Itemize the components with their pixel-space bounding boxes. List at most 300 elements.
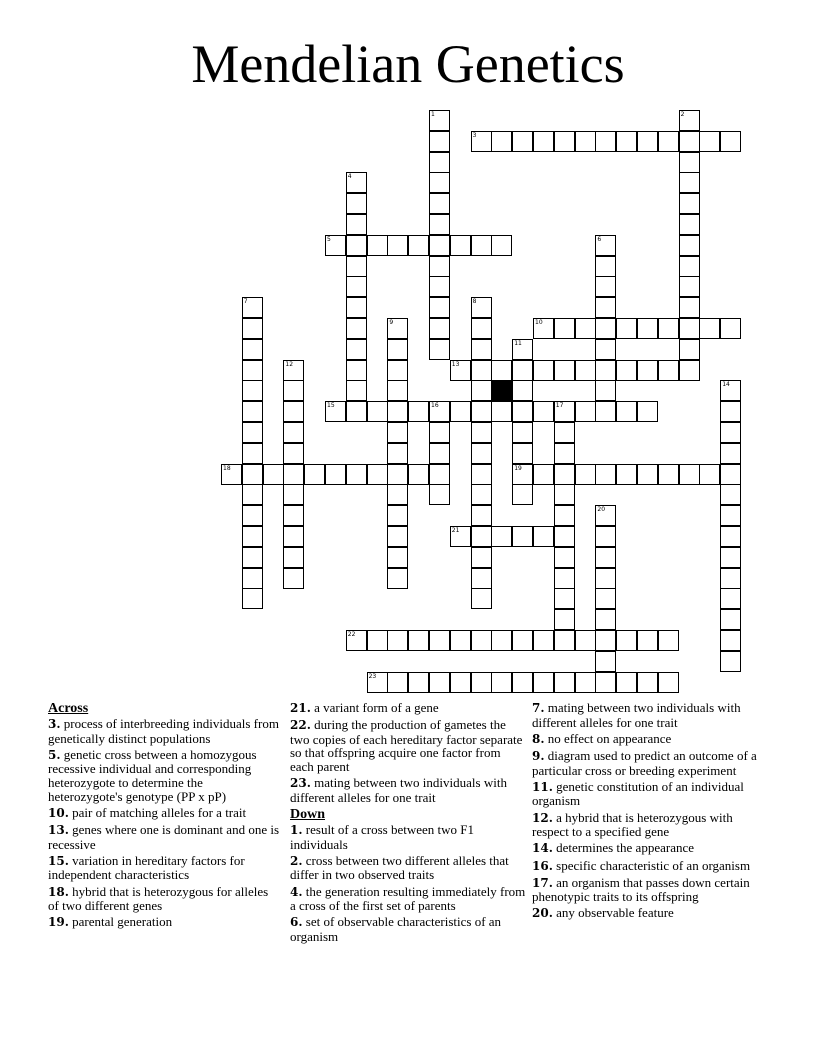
clue-text: hybrid that is heterozygous for alleles of two different genes [48, 883, 269, 914]
across-clue [48, 885, 280, 913]
grid-cell[interactable] [533, 360, 554, 381]
clue-text: genes where one is dominant and one is recessive [48, 821, 280, 852]
grid-cell[interactable] [720, 443, 741, 464]
grid-cell[interactable] [471, 380, 492, 401]
clue-text: an organism that passes down certain phenotypic traits to its offspring [532, 874, 750, 905]
grid-cell[interactable] [387, 484, 408, 505]
grid-cell[interactable] [387, 401, 408, 422]
grid-cell[interactable] [283, 526, 304, 547]
grid-cell[interactable] [242, 339, 263, 360]
grid-cell[interactable] [512, 401, 533, 422]
grid-cell[interactable] [263, 464, 284, 485]
grid-cell[interactable] [595, 651, 616, 672]
grid-cell[interactable] [242, 422, 263, 443]
grid-cell[interactable] [533, 131, 554, 152]
clue-number: 9. [532, 748, 545, 763]
grid-cell[interactable] [387, 339, 408, 360]
grid-cell[interactable] [720, 401, 741, 422]
grid-cell[interactable] [575, 318, 596, 339]
grid-cell[interactable] [242, 505, 263, 526]
grid-cell[interactable] [346, 172, 367, 193]
grid-cell[interactable] [242, 568, 263, 589]
grid-cell[interactable] [554, 422, 575, 443]
grid-cell[interactable] [658, 131, 679, 152]
grid-cell[interactable] [242, 297, 263, 318]
grid-cell[interactable] [699, 464, 720, 485]
across-clue [290, 718, 526, 773]
clue-number: 19. [48, 915, 69, 930]
grid-cell[interactable] [471, 318, 492, 339]
grid-cell[interactable] [595, 609, 616, 630]
grid-cell[interactable] [720, 380, 741, 401]
grid-cell[interactable] [471, 630, 492, 651]
grid-cell[interactable] [595, 360, 616, 381]
grid-cell[interactable] [554, 131, 575, 152]
clue-number: 7 [243, 298, 248, 306]
grid-cell[interactable] [679, 297, 700, 318]
grid-cell[interactable] [679, 152, 700, 173]
grid-cell[interactable] [429, 214, 450, 235]
clue-text: parental generation [68, 914, 173, 930]
grid-cell[interactable] [429, 318, 450, 339]
grid-cell[interactable] [325, 401, 346, 422]
grid-cell[interactable] [429, 297, 450, 318]
grid-cell[interactable] [679, 110, 700, 131]
clue-number: 18 [223, 464, 231, 472]
grid-cell[interactable] [595, 526, 616, 547]
grid-cell[interactable] [346, 630, 367, 651]
down-clue [532, 811, 768, 839]
grid-cell[interactable] [679, 360, 700, 381]
grid-cell[interactable] [346, 256, 367, 277]
grid-cell[interactable] [242, 588, 263, 609]
grid-cell[interactable] [450, 235, 471, 256]
grid-cell[interactable] [679, 193, 700, 214]
clue-number: 23. [290, 776, 311, 791]
grid-cell[interactable] [533, 464, 554, 485]
clue-number: 11 [514, 339, 522, 347]
grid-cell[interactable] [471, 235, 492, 256]
grid-cell[interactable] [471, 505, 492, 526]
clue-text: diagram used to predict an outcome of a particular cross or breeding experiment [532, 747, 757, 778]
clue-number: 14 [722, 381, 730, 389]
grid-cell[interactable] [408, 464, 429, 485]
clue-number: 15 [327, 402, 335, 410]
grid-cell[interactable] [450, 360, 471, 381]
grid-cell[interactable] [720, 505, 741, 526]
grid-cell[interactable] [491, 672, 512, 693]
grid-cell[interactable] [658, 464, 679, 485]
grid-cell[interactable] [554, 401, 575, 422]
grid-cell[interactable] [429, 484, 450, 505]
grid-cell[interactable] [554, 464, 575, 485]
grid-cell[interactable] [346, 464, 367, 485]
grid-cell[interactable] [679, 339, 700, 360]
down-clue [532, 732, 768, 747]
grid-cell[interactable] [720, 547, 741, 568]
grid-cell[interactable] [595, 630, 616, 651]
grid-cell[interactable] [429, 276, 450, 297]
grid-cell[interactable] [720, 318, 741, 339]
across-clue [48, 915, 280, 930]
grid-cell[interactable] [283, 568, 304, 589]
clue-text: during the production of gametes the two copies of each hereditary factor separate so that offspring acquire one factor from each parent [290, 717, 523, 774]
grid-cell[interactable] [242, 443, 263, 464]
grid-cell[interactable] [429, 339, 450, 360]
grid-cell[interactable] [242, 360, 263, 381]
clue-text: variation in hereditary factors for independent characteristics [48, 852, 245, 883]
clue-text: any observable feature [552, 905, 674, 921]
clues-column-2 [290, 701, 526, 946]
clue-number: 8. [532, 731, 545, 746]
grid-cell[interactable] [346, 380, 367, 401]
grid-cell[interactable] [491, 401, 512, 422]
grid-cell[interactable] [658, 672, 679, 693]
grid-cell[interactable] [387, 318, 408, 339]
down-clue [290, 854, 526, 882]
clue-text: the generation resulting immediately from a cross of the first set of parents [290, 883, 526, 914]
grid-cell[interactable] [283, 380, 304, 401]
clue-number: 5. [48, 747, 61, 762]
grid-cell[interactable] [450, 672, 471, 693]
grid-cell[interactable] [679, 318, 700, 339]
grid-cell[interactable] [679, 276, 700, 297]
grid-cell[interactable] [595, 235, 616, 256]
grid-cell[interactable] [533, 672, 554, 693]
grid-cell[interactable] [367, 235, 388, 256]
down-heading: Down [290, 806, 326, 822]
clue-number: 18. [48, 884, 69, 899]
grid-cell[interactable] [491, 630, 512, 651]
grid-cell[interactable] [325, 464, 346, 485]
grid-cell[interactable] [595, 547, 616, 568]
grid-cell[interactable] [304, 464, 325, 485]
grid-cell[interactable] [450, 526, 471, 547]
grid-cell[interactable] [242, 526, 263, 547]
grid-cell[interactable] [595, 588, 616, 609]
grid-cell[interactable] [595, 505, 616, 526]
grid-cell[interactable] [512, 380, 533, 401]
clue-number: 8 [472, 298, 477, 306]
grid-cell[interactable] [346, 401, 367, 422]
grid-cell[interactable] [471, 672, 492, 693]
clue-text: result of a cross between two F1 individuals [290, 821, 475, 852]
clue-number: 4 [347, 173, 352, 181]
grid-cell[interactable] [471, 297, 492, 318]
grid-cell[interactable] [637, 131, 658, 152]
grid-cell[interactable] [471, 588, 492, 609]
grid-cell[interactable] [491, 360, 512, 381]
grid-cell[interactable] [283, 443, 304, 464]
grid-cell[interactable] [387, 464, 408, 485]
grid-cell[interactable] [595, 276, 616, 297]
grid-cell[interactable] [512, 526, 533, 547]
down-clue [532, 780, 768, 808]
grid-cell[interactable] [512, 672, 533, 693]
grid-cell[interactable] [637, 464, 658, 485]
grid-cell[interactable] [387, 672, 408, 693]
grid-cell[interactable] [387, 443, 408, 464]
grid-cell[interactable] [387, 547, 408, 568]
grid-cell[interactable] [616, 131, 637, 152]
grid-cell[interactable] [491, 235, 512, 256]
grid-cell[interactable] [575, 630, 596, 651]
grid-cell[interactable] [283, 484, 304, 505]
grid-cell[interactable] [720, 131, 741, 152]
clue-number: 13. [48, 822, 69, 837]
grid-cell[interactable] [595, 568, 616, 589]
grid-cell[interactable] [637, 318, 658, 339]
grid-cell[interactable] [429, 422, 450, 443]
grid-cell[interactable] [283, 547, 304, 568]
grid-cell[interactable] [429, 401, 450, 422]
grid-cell[interactable] [616, 360, 637, 381]
grid-cell[interactable] [616, 401, 637, 422]
clue-number: 22 [347, 631, 356, 638]
grid-cell[interactable] [346, 214, 367, 235]
grid-cell[interactable] [242, 484, 263, 505]
grid-cell[interactable] [554, 568, 575, 589]
grid-cell[interactable] [533, 401, 554, 422]
grid-cell[interactable] [471, 339, 492, 360]
grid-cell[interactable] [283, 422, 304, 443]
clue-number: 10 [535, 319, 543, 326]
grid-cell[interactable] [429, 131, 450, 152]
grid-cell[interactable] [283, 464, 304, 485]
grid-cell[interactable] [221, 464, 242, 485]
grid-cell[interactable] [554, 672, 575, 693]
grid-cell[interactable] [575, 464, 596, 485]
grid-cell[interactable] [658, 318, 679, 339]
grid-cell[interactable] [679, 256, 700, 277]
down-clue [532, 876, 768, 904]
down-clue [532, 701, 768, 729]
clue-number: 21. [290, 701, 311, 715]
grid-cell[interactable] [720, 568, 741, 589]
grid-cell[interactable] [387, 380, 408, 401]
grid-cell[interactable] [554, 484, 575, 505]
clue-number: 23 [368, 672, 377, 680]
grid-cell[interactable] [387, 568, 408, 589]
grid-cell[interactable] [471, 401, 492, 422]
grid-cell[interactable] [242, 380, 263, 401]
grid-cell[interactable] [471, 484, 492, 505]
grid-cell[interactable] [283, 505, 304, 526]
grid-cell[interactable] [512, 484, 533, 505]
grid-cell[interactable] [471, 464, 492, 485]
grid-cell[interactable] [575, 360, 596, 381]
grid-cell[interactable] [325, 235, 346, 256]
grid-cell[interactable] [720, 630, 741, 651]
grid-cell[interactable] [346, 193, 367, 214]
down-clue-list [290, 823, 526, 944]
grid-cell[interactable] [533, 318, 554, 339]
grid-cell[interactable] [429, 110, 450, 131]
clue-number: 4. [290, 884, 303, 899]
grid-cell[interactable] [637, 630, 658, 651]
down-clue [532, 749, 768, 777]
grid-cell[interactable] [679, 172, 700, 193]
grid-cell[interactable] [512, 339, 533, 360]
grid-cell[interactable] [679, 131, 700, 152]
grid-cell[interactable] [595, 131, 616, 152]
grid-cell[interactable] [575, 672, 596, 693]
grid-cell[interactable] [367, 464, 388, 485]
grid-cell[interactable] [679, 214, 700, 235]
grid-cell[interactable] [346, 276, 367, 297]
grid-cell[interactable] [616, 464, 637, 485]
grid-cell[interactable] [720, 588, 741, 609]
grid-cell[interactable] [429, 256, 450, 277]
grid-cell[interactable] [408, 672, 429, 693]
grid-cell[interactable] [387, 360, 408, 381]
clue-text: process of interbreeding individuals from genetically distinct populations [48, 716, 279, 746]
clue-number: 5 [327, 235, 331, 243]
grid-cell[interactable] [720, 609, 741, 630]
grid-cell[interactable] [595, 401, 616, 422]
grid-cell[interactable] [554, 526, 575, 547]
grid-cell[interactable] [554, 443, 575, 464]
grid-cell[interactable] [720, 464, 741, 485]
grid-cell[interactable] [699, 318, 720, 339]
grid-cell[interactable] [346, 318, 367, 339]
grid-cell[interactable] [554, 609, 575, 630]
grid-cell[interactable] [387, 422, 408, 443]
grid-cell[interactable] [242, 464, 263, 485]
grid-cell[interactable] [429, 152, 450, 173]
grid-cell[interactable] [283, 360, 304, 381]
clue-text: a variant form of a gene [310, 700, 439, 715]
grid-cell[interactable] [595, 464, 616, 485]
grid-cell[interactable] [429, 172, 450, 193]
grid-cell[interactable] [346, 360, 367, 381]
grid-cell[interactable] [429, 443, 450, 464]
grid-cell[interactable] [554, 360, 575, 381]
clue-number: 16 [431, 402, 439, 410]
grid-cell[interactable] [471, 443, 492, 464]
grid-cell[interactable] [637, 401, 658, 422]
grid-cell[interactable] [450, 401, 471, 422]
grid-cell[interactable] [554, 318, 575, 339]
clue-text: genetic constitution of an individual organism [532, 778, 744, 809]
grid-cell[interactable] [512, 443, 533, 464]
clue-number: 15. [48, 853, 69, 868]
grid-cell[interactable] [408, 401, 429, 422]
grid-cell[interactable] [554, 547, 575, 568]
grid-cell[interactable] [616, 630, 637, 651]
grid-cell[interactable] [616, 318, 637, 339]
grid-cell[interactable] [512, 360, 533, 381]
grid-cell[interactable] [367, 672, 388, 693]
grid-cell[interactable] [595, 339, 616, 360]
grid-cell[interactable] [242, 547, 263, 568]
grid-cell[interactable] [658, 630, 679, 651]
grid-cell[interactable] [720, 651, 741, 672]
grid-cell[interactable] [387, 526, 408, 547]
grid-cell[interactable] [346, 297, 367, 318]
grid-cell[interactable] [512, 464, 533, 485]
grid-cell[interactable] [637, 360, 658, 381]
grid-cell[interactable] [367, 630, 388, 651]
grid-cell[interactable] [242, 318, 263, 339]
grid-cell[interactable] [367, 401, 388, 422]
grid-cell[interactable] [533, 630, 554, 651]
grid-cell[interactable] [512, 131, 533, 152]
clue-number: 1. [290, 822, 303, 837]
grid-cell[interactable] [658, 360, 679, 381]
grid-cell[interactable] [242, 401, 263, 422]
grid-cell[interactable] [387, 630, 408, 651]
grid-cell[interactable] [408, 235, 429, 256]
grid-cell[interactable] [471, 568, 492, 589]
grid-cell[interactable] [429, 630, 450, 651]
grid-cell[interactable] [679, 464, 700, 485]
grid-cell[interactable] [533, 526, 554, 547]
grid-cell[interactable] [429, 672, 450, 693]
grid-cell[interactable] [471, 547, 492, 568]
grid-cell[interactable] [429, 193, 450, 214]
clue-text: mating between two individuals with different alleles for one trait [290, 775, 507, 805]
clue-number: 12. [532, 810, 553, 825]
clue-text: genetic cross between a homozygous recessive individual and corresponding heterozygote to determine the heterozygote's genotype (PP x pP) [48, 746, 257, 804]
clue-text: determines the appearance [552, 840, 695, 856]
grid-cell[interactable] [512, 422, 533, 443]
clue-text: cross between two different alleles that differ in two observed traits [290, 852, 509, 883]
grid-cell[interactable] [346, 235, 367, 256]
grid-cell[interactable] [346, 339, 367, 360]
grid-cell[interactable] [471, 131, 492, 152]
grid-cell[interactable] [554, 505, 575, 526]
clue-text: a hybrid that is heterozygous with respect to a specified gene [532, 809, 733, 840]
grid-cell[interactable] [595, 318, 616, 339]
grid-cell[interactable] [720, 526, 741, 547]
grid-cell[interactable] [471, 526, 492, 547]
grid-cell[interactable] [720, 484, 741, 505]
grid-cell[interactable] [512, 630, 533, 651]
grid-cell[interactable] [387, 505, 408, 526]
grid-cell[interactable] [471, 360, 492, 381]
grid-cell[interactable] [283, 401, 304, 422]
clue-number: 21 [451, 527, 460, 534]
clue-number: 17 [555, 402, 564, 410]
clue-text: set of observable characteristics of an organism [290, 914, 502, 944]
grid-cell[interactable] [554, 588, 575, 609]
down-clue [532, 859, 768, 874]
grid-cell[interactable] [491, 131, 512, 152]
grid-cell[interactable] [699, 131, 720, 152]
grid-cell[interactable] [616, 672, 637, 693]
grid-cell[interactable] [491, 526, 512, 547]
grid-cell[interactable] [387, 235, 408, 256]
grid-cell[interactable] [637, 672, 658, 693]
grid-cell[interactable] [450, 630, 471, 651]
grid-cell[interactable] [679, 235, 700, 256]
clue-text: pair of matching alleles for a trait [68, 804, 247, 820]
grid-cell[interactable] [595, 380, 616, 401]
across-clue [48, 806, 280, 821]
grid-cell[interactable] [575, 401, 596, 422]
grid-cell[interactable] [471, 422, 492, 443]
grid-cell[interactable] [595, 256, 616, 277]
grid-cell[interactable] [595, 672, 616, 693]
grid-cell[interactable] [575, 131, 596, 152]
grid-cell[interactable] [595, 297, 616, 318]
grid-cell[interactable] [720, 422, 741, 443]
grid-cell[interactable] [429, 235, 450, 256]
grid-cell[interactable] [429, 464, 450, 485]
grid-cell[interactable] [554, 630, 575, 651]
grid-cell[interactable] [408, 630, 429, 651]
